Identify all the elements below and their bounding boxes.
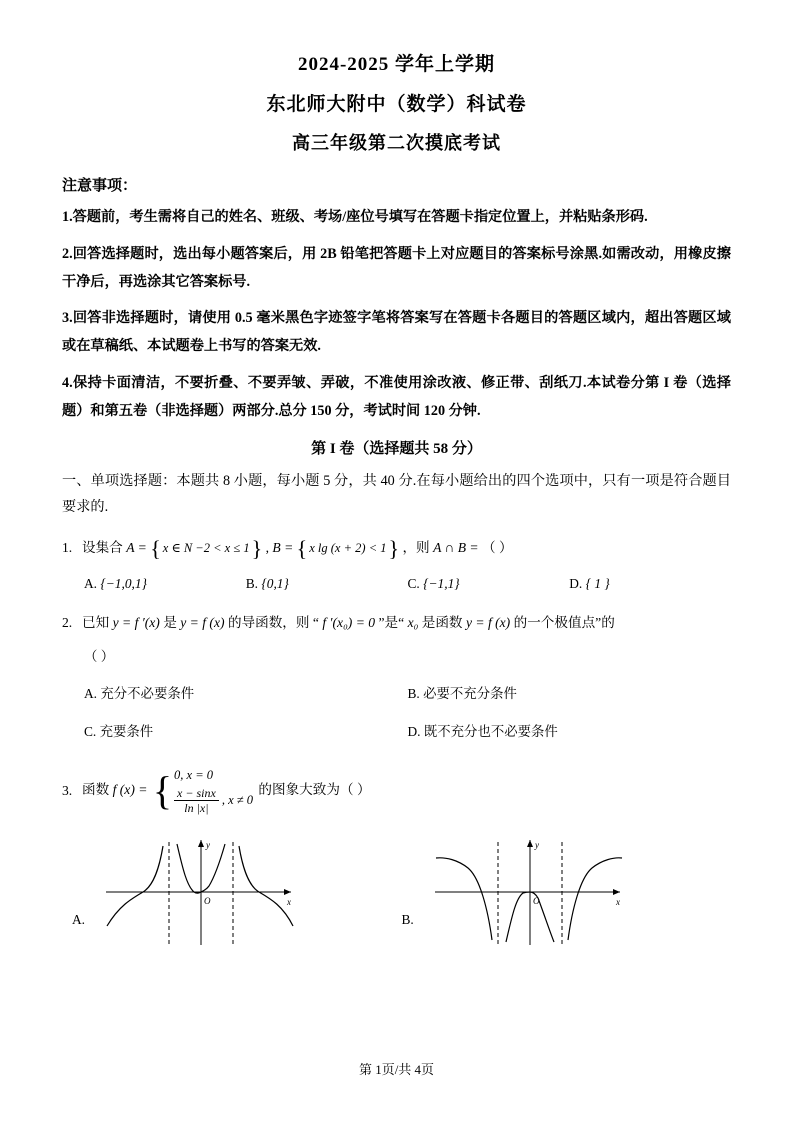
q1-option-d-label: D. xyxy=(569,575,583,591)
question-1 xyxy=(62,535,731,596)
section-title-part-one: 第 I 卷（选择题共 58 分） xyxy=(311,441,482,458)
q2-formula-3: f ′(x₀) = 0 xyxy=(322,615,376,631)
q3-case-2-condition: , x ≠ 0 xyxy=(221,792,253,807)
notice-heading: 注意事项： xyxy=(62,178,138,195)
q2-formula-1: y = f ′(x) xyxy=(112,615,160,631)
q1-stem-tail: A ∩ B = xyxy=(433,539,479,555)
q2-option-d-text: 既不充分也不必要条件 xyxy=(423,723,558,739)
q2-text-2: 是 xyxy=(163,615,177,631)
q3-option-b[interactable] xyxy=(402,830,732,950)
q2-answer-paren: （ ） xyxy=(84,648,115,664)
q2-text-7: 的一个极值点”的 xyxy=(513,615,615,631)
q2-text-4: “ xyxy=(312,615,319,631)
q2-option-d-label: D. xyxy=(407,723,421,739)
header-line-grade-exam: 高三年级第二次摸底考试 xyxy=(292,133,501,154)
q1-option-c-label: C. xyxy=(407,575,420,591)
q3-case-2-denominator: ln |x| xyxy=(184,800,209,815)
q1-set-a-lhs: A = xyxy=(126,539,147,555)
q3-option-a-label: A. xyxy=(72,911,86,927)
question-1-options xyxy=(62,571,731,596)
q2-formula-4: x₀ xyxy=(407,615,419,631)
q3-option-b-label: B. xyxy=(401,911,414,927)
svg-text:x: x xyxy=(287,896,292,907)
q2-option-b-text: 必要不充分条件 xyxy=(423,686,517,702)
q3-graph-a xyxy=(91,830,341,950)
q1-option-d[interactable] xyxy=(569,571,731,596)
q2-option-a-label: A. xyxy=(84,686,98,702)
q3-graph-b xyxy=(420,830,670,950)
q1-set-a-body: x ∈ N −2 < x ≤ 1 xyxy=(162,540,250,555)
q1-stem-mid: ，则 xyxy=(402,539,430,555)
q2-option-c-label: C. xyxy=(84,723,97,739)
q1-answer-paren: （ ） xyxy=(482,539,513,555)
q3-text-3: 的图象大致为（ ） xyxy=(258,782,371,798)
q3-option-a[interactable] xyxy=(72,830,402,950)
question-2 xyxy=(62,610,731,744)
q2-option-c-text: 充要条件 xyxy=(99,723,154,739)
q1-set-a-brace: { x ∈ N −2 < x ≤ 1 } xyxy=(150,535,263,561)
exam-header xyxy=(62,52,731,156)
question-2-number: 2. xyxy=(62,615,73,631)
q1-set-b-body: x lg (x + 2) < 1 xyxy=(309,540,387,555)
question-3 xyxy=(62,766,731,949)
q2-option-a[interactable] xyxy=(84,681,408,706)
header-line-school-subject: 东北师大附中（数学）科试卷 xyxy=(266,93,527,115)
q1-set-b-lhs: B = xyxy=(272,539,294,555)
q2-option-c[interactable] xyxy=(84,719,408,744)
question-2-options-row-1 xyxy=(62,681,731,706)
svg-text:O: O xyxy=(204,895,211,906)
question-3-figures xyxy=(62,830,731,950)
q2-text-6: 是函数 xyxy=(421,615,463,631)
q1-option-a[interactable] xyxy=(84,571,246,596)
svg-text:y: y xyxy=(534,839,539,850)
q2-text-5: ”是“ xyxy=(378,615,405,631)
notice-item-3: 3.回答非选择题时，请使用 0.5 毫米黑色字迹签字笔将答案写在答题卡各题目的答题区域内，超出答题区域或在草稿纸、本试题卷上书写的答案无效. xyxy=(62,310,731,355)
q1-option-d-text: { 1 } xyxy=(585,575,610,591)
svg-text:x: x xyxy=(615,896,620,907)
q3-brace: { xyxy=(152,767,173,813)
q2-option-d[interactable] xyxy=(408,719,732,744)
question-2-stem xyxy=(82,610,731,636)
q1-set-b-brace: { x lg (x + 2) < 1 } xyxy=(296,535,400,561)
q1-option-b[interactable] xyxy=(246,571,408,596)
q2-option-b[interactable] xyxy=(408,681,732,706)
q1-option-b-label: B. xyxy=(245,575,259,591)
part-one-description: 一、单项选择题：本题共 8 小题，每小题 5 分，共 40 分.在每小题给出的四个选项中，只有一项是符合题目要求的. xyxy=(62,473,731,516)
q3-case-1: 0, x = 0 xyxy=(174,768,214,783)
question-3-number: 3. xyxy=(62,783,73,799)
q2-text-1: 已知 xyxy=(82,615,110,631)
q3-case-2-fraction xyxy=(174,786,219,816)
notice-item-2: 2.回答选择题时，选出每小题答案后，用 2B 铅笔把答题卡上对应题目的答案标号涂黑.如需改动，用橡皮擦干净后，再选涂其它答案标号. xyxy=(62,246,731,290)
notice-item-1: 1.答题前，考生需将自己的姓名、班级、考场/座位号填写在答题卡指定位置上，并粘贴条形码. xyxy=(62,209,648,226)
question-1-number: 1. xyxy=(62,539,73,555)
q1-option-a-label: A. xyxy=(84,575,98,591)
q2-text-3: 的导函数，则 xyxy=(227,615,310,631)
q2-formula-2: y = f (x) xyxy=(180,615,225,631)
q3-case-2-numerator: x − sinx xyxy=(174,786,219,801)
q2-option-a-text: 充分不必要条件 xyxy=(100,686,195,702)
header-line-term: 2024-2025 学年上学期 xyxy=(297,54,496,75)
question-3-stem xyxy=(82,766,731,815)
svg-text:O: O xyxy=(532,895,540,906)
question-2-options-row-2 xyxy=(62,719,731,744)
page-footer: 第 1页/共 4页 xyxy=(358,1062,435,1077)
svg-text:y: y xyxy=(206,839,211,850)
q1-stem-pre: 设集合 xyxy=(82,539,123,555)
q3-formula-lhs: f (x) = xyxy=(112,782,148,798)
q1-option-a-text: {−1,0,1} xyxy=(100,575,147,591)
notice-item-4: 4.保持卡面清洁，不要折叠、不要弄皱、弄破，不准使用涂改液、修正带、刮纸刀.本试卷分第 I 卷（选择题）和第五卷（非选择题）两部分.总分 150 分，考试时间 120 分钟. xyxy=(62,374,731,419)
question-1-stem: 设集合 A = { x ∈ N −2 < x ≤ 1 } , B = { x lg (x + 2) < 1 } ，则 A ∩ B = （ ） xyxy=(82,535,513,561)
q1-option-b-text: {0,1} xyxy=(261,575,289,591)
q1-option-c[interactable] xyxy=(408,571,570,596)
q3-piecewise xyxy=(153,766,253,815)
q2-formula-5: y = f (x) xyxy=(465,615,511,631)
q2-option-b-label: B. xyxy=(407,686,420,702)
q3-text-1: 函数 xyxy=(82,782,110,798)
q1-option-c-text: {−1,1} xyxy=(423,575,460,591)
